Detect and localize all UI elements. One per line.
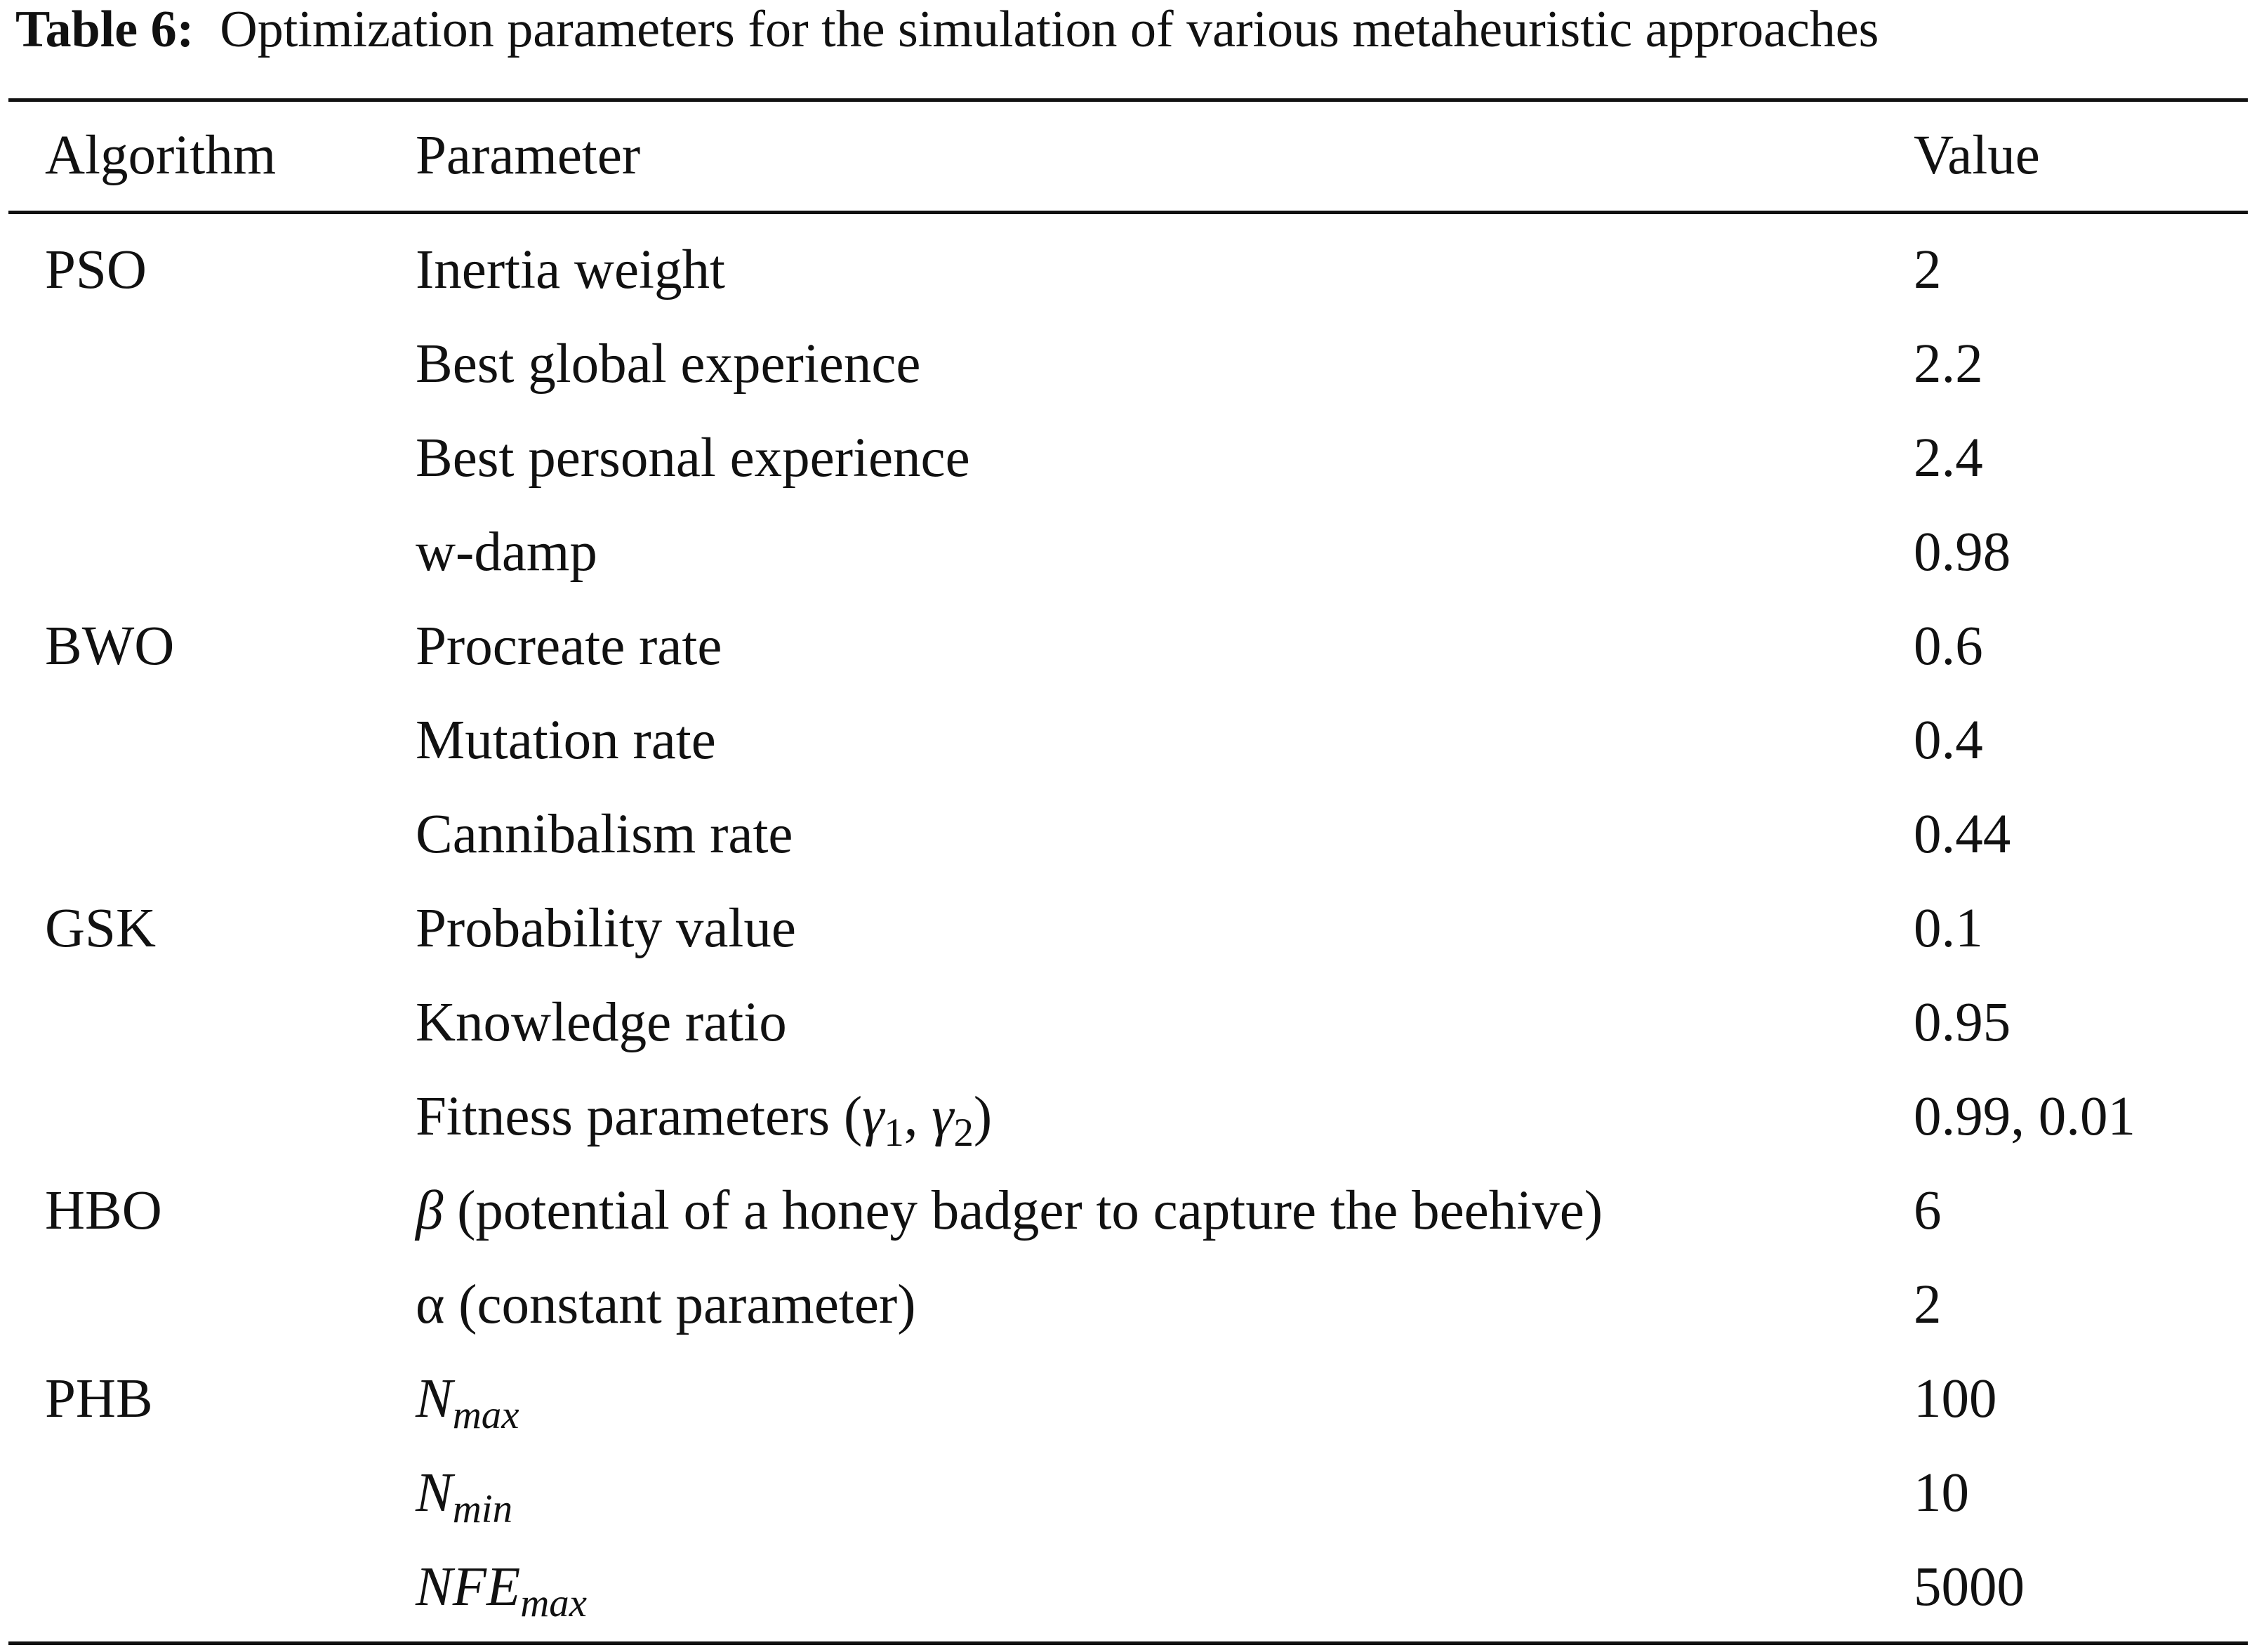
table-row bbox=[0, 882, 2252, 976]
parameter-cell: Best personal experience bbox=[416, 428, 970, 489]
subscript: 2 bbox=[953, 1110, 974, 1155]
parameter-cell: Procreate rate bbox=[416, 616, 722, 677]
algorithm-cell: HBO bbox=[45, 1180, 162, 1241]
value-cell: 0.6 bbox=[1914, 616, 1983, 677]
value-cell: 0.1 bbox=[1914, 898, 1983, 959]
header-parameter: Parameter bbox=[416, 125, 641, 186]
value-cell: 0.44 bbox=[1914, 804, 2011, 865]
gamma-symbol: γ bbox=[862, 1086, 885, 1147]
beta-symbol: β bbox=[416, 1180, 444, 1241]
parameter-cell: w-damp bbox=[416, 522, 597, 583]
value-cell: 2 bbox=[1914, 239, 1942, 300]
table-row bbox=[0, 411, 2252, 505]
subscript: 1 bbox=[884, 1110, 904, 1155]
bottom-rule bbox=[8, 1641, 2248, 1645]
parameter-cell: Best global experience bbox=[416, 333, 921, 395]
header-algorithm: Algorithm bbox=[45, 125, 277, 186]
table-row bbox=[0, 1540, 2252, 1634]
algorithm-cell: BWO bbox=[45, 616, 175, 677]
table-row bbox=[0, 976, 2252, 1070]
value-cell: 2.2 bbox=[1914, 333, 1983, 395]
header-rule bbox=[8, 211, 2248, 214]
subscript: min bbox=[452, 1486, 513, 1531]
value-cell: 5000 bbox=[1914, 1557, 2025, 1618]
symbol-base: N bbox=[416, 1462, 453, 1524]
value-cell: 0.95 bbox=[1914, 992, 2011, 1053]
table-caption bbox=[15, 0, 1879, 59]
parameter-cell bbox=[416, 1164, 1603, 1258]
parameter-cell: Knowledge ratio bbox=[416, 992, 787, 1053]
parameter-text: Fitness parameters ( bbox=[416, 1086, 863, 1147]
table-row bbox=[0, 223, 2252, 317]
symbol-base: N bbox=[416, 1368, 453, 1429]
algorithm-cell: GSK bbox=[45, 898, 157, 959]
table-row bbox=[0, 1164, 2252, 1258]
table-row bbox=[0, 694, 2252, 788]
parameter-cell: Probability value bbox=[416, 898, 796, 959]
value-cell: 2 bbox=[1914, 1274, 1942, 1335]
table-row bbox=[0, 1352, 2252, 1446]
parameter-text: (potential of a honey badger to capture the beehive) bbox=[443, 1180, 1603, 1241]
symbol-base: NFE bbox=[416, 1557, 521, 1618]
header-value: Value bbox=[1914, 125, 2040, 186]
value-cell: 100 bbox=[1914, 1368, 1997, 1429]
value-cell: 6 bbox=[1914, 1180, 1942, 1241]
value-cell: 10 bbox=[1914, 1462, 1969, 1524]
table-row bbox=[0, 1070, 2252, 1164]
value-cell: 2.4 bbox=[1914, 428, 1983, 489]
table-header-row bbox=[0, 109, 2252, 203]
table-row bbox=[0, 788, 2252, 882]
value-cell: 0.98 bbox=[1914, 522, 2011, 583]
subscript: max bbox=[520, 1580, 587, 1625]
parameter-cell bbox=[416, 1070, 992, 1164]
table-row bbox=[0, 1258, 2252, 1352]
separator: , bbox=[903, 1086, 932, 1147]
parameter-cell bbox=[416, 1446, 512, 1540]
caption-text: Optimization parameters for the simulation of various metaheuristic approaches bbox=[220, 1, 1879, 58]
caption-label: Table 6: bbox=[15, 1, 194, 58]
value-cell: 0.4 bbox=[1914, 710, 1983, 771]
parameter-cell: α (constant parameter) bbox=[416, 1274, 916, 1335]
parameter-cell: Inertia weight bbox=[416, 239, 725, 300]
gamma-symbol: γ bbox=[932, 1086, 954, 1147]
parameter-cell bbox=[416, 1540, 587, 1634]
parameter-cell: Mutation rate bbox=[416, 710, 716, 771]
top-rule bbox=[8, 98, 2248, 102]
subscript: max bbox=[452, 1392, 519, 1437]
closing-paren: ) bbox=[973, 1086, 993, 1147]
parameter-cell bbox=[416, 1352, 519, 1446]
value-cell: 0.99, 0.01 bbox=[1914, 1086, 2135, 1147]
algorithm-cell: PSO bbox=[45, 239, 147, 300]
parameter-cell: Cannibalism rate bbox=[416, 804, 793, 865]
algorithm-cell: PHB bbox=[45, 1368, 153, 1429]
table-row bbox=[0, 505, 2252, 600]
table-row bbox=[0, 317, 2252, 411]
table-row bbox=[0, 600, 2252, 694]
table-row bbox=[0, 1446, 2252, 1540]
